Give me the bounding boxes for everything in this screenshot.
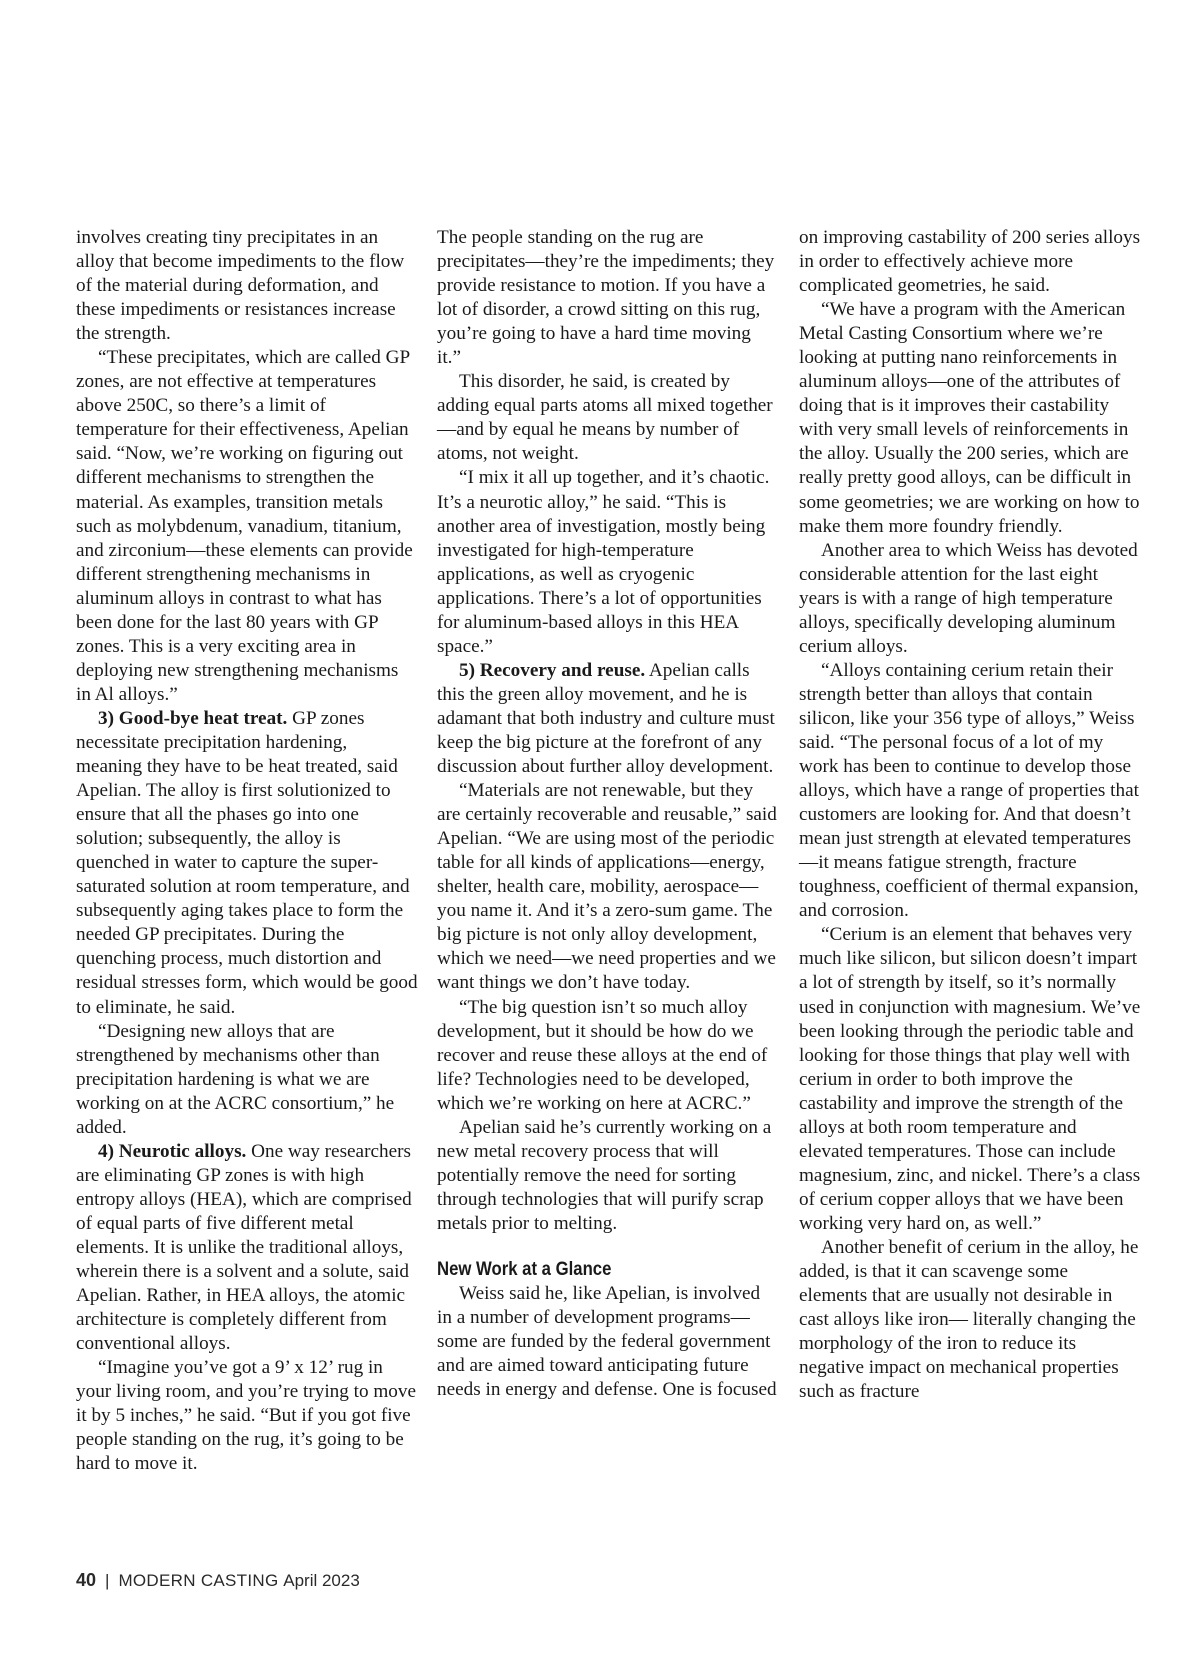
paragraph: on improving castability of 200 series alloys in order to effectively achieve more complicated geometries, he said. xyxy=(799,227,1141,297)
section-lead: 3) Good-bye heat treat. xyxy=(98,707,288,729)
page-number: 40 xyxy=(76,1570,97,1590)
paragraph-text: Apelian calls this the green alloy movement, and he is adamant that both industry and culture must keep the big picture at the forefront of any discussion about further alloy development. xyxy=(437,659,775,778)
paragraph: involves creating tiny precipitates in an alloy that become impediments to the flow of the material during deformation, and these impediments or resistances increase the strength. xyxy=(76,227,405,345)
paragraph: “Alloys containing cerium retain their strength better than alloys that contain silicon, like your 356 type of alloys,” Weiss said. “The personal focus of a lot of my work has been to continue to develop those alloys, which have a range of properties that customers are looking for. And that doesn’t mean just strength at elevated temperatures—it means fatigue strength, fracture toughness, coefficient of thermal expansion, and corrosion. xyxy=(799,659,1139,922)
issue-date: April 2023 xyxy=(283,1571,360,1590)
paragraph xyxy=(76,1140,418,1356)
paragraph: “The big question isn’t so much alloy development, but it should be how do we recover and reuse these alloys at the end of life? Technologies need to be developed, which we’re working on here at ACRC.” xyxy=(437,996,768,1114)
paragraph: “Cerium is an element that behaves very much like silicon, but silicon doesn’t impart a lot of strength by itself, so it’s normally used in conjunction with magnesium. We’ve been looking through the periodic table and looking for those things that play well with cerium in order to both improve the castability and improve the strength of the alloys at both room temperature and elevated temperatures. Those can include magnesium, zinc, and nickel. There’s a class of cerium copper alloys that we have been working very hard on, as well.” xyxy=(799,924,1141,1234)
page-footer xyxy=(76,1569,360,1592)
text-column-1 xyxy=(76,226,418,1476)
paragraph: The people standing on the rug are precipitates—they’re the impediments; they provide resistance to motion. If you have a lot of disorder, a crowd sitting on this rug, you’re going to have a hard time moving it.” xyxy=(437,227,775,369)
section-heading: New Work at a Glance xyxy=(437,1258,612,1280)
paragraph: Weiss said he, like Apelian, is involved in a number of development programs—some are funded by the federal government and are aimed toward anticipating future needs in energy and defense. One is focused xyxy=(437,1282,777,1401)
paragraph: “Designing new alloys that are strengthened by mechanisms other than precipitation hardening is what we are working on at the ACRC consortium,” he added. xyxy=(76,1020,395,1138)
section-lead: 4) Neurotic alloys. xyxy=(98,1140,247,1162)
paragraph-text: GP zones necessitate precipitation hardening, meaning they have to be heat treated, said Apelian. The alloy is first solutionized to ensure that all the phases go into one solution; subsequently, the alloy is quenched in water to capture the super-saturated solution at room temperature, and subsequently aging takes place to form the needed GP precipitates. During the quenching process, much distortion and residual stresses form, which would be good to eliminate, he said. xyxy=(76,707,418,1018)
paragraph: “I mix it all up together, and it’s chaotic. It’s a neurotic alloy,” he said. “This is another area of investigation, mostly being investigated for high-temperature applications, as well as cryogenic applications. There’s a lot of opportunities for aluminum-based alloys in this HEA space.” xyxy=(437,467,770,657)
text-column-2 xyxy=(437,226,779,1402)
paragraph: Another area to which Weiss has devoted considerable attention for the last eight years is with a range of high temperature alloys, specifically developing aluminum cerium alloys. xyxy=(799,539,1138,657)
paragraph: Another benefit of cerium in the alloy, he added, is that it can scavenge some elements that are usually not desirable in cast alloys like iron— literally changing the morphology of the iron to reduce its negative impact on mechanical properties such as fracture xyxy=(799,1236,1139,1403)
section-lead: 5) Recovery and reuse. xyxy=(459,659,646,681)
footer-separator: | xyxy=(105,1571,110,1590)
paragraph: “Imagine you’ve got a 9’ x 12’ rug in your living room, and you’re trying to move it by 5 inches,” he said. “But if you got five people standing on the rug, it’s going to be hard to move it. xyxy=(76,1357,416,1475)
paragraph: “Materials are not renewable, but they are certainly recoverable and reusable,” said Apelian. “We are using most of the periodic table for all kinds of applications—energy, shelter, health care, mobility, aerospace—you name it. And it’s a zero-sum game. The big picture is not only alloy development, which we need—we need properties and we want things we don’t have today. xyxy=(437,780,777,994)
paragraph: “These precipitates, which are called GP zones, are not effective at temperatures above 250C, so there’s a limit of temperature for their effectiveness, Apelian said. “Now, we’re working on figuring out different mechanisms to strengthen the material. As examples, transition metals such as molybdenum, vanadium, titanium, and zirconium—these elements can provide different strengthening mechanisms in aluminum alloys in contrast to what has been done for the last 80 years with GP zones. This is a very exciting area in deploying new strengthening mechanisms in Al alloys.” xyxy=(76,347,413,705)
text-column-3 xyxy=(799,226,1141,1404)
paragraph xyxy=(76,707,418,1020)
paragraph xyxy=(437,659,779,779)
paragraph: This disorder, he said, is created by adding equal parts atoms all mixed together—and by equal he means by number of atoms, not weight. xyxy=(437,371,773,465)
paragraph-text: One way researchers are eliminating GP zones is with high entropy alloys (HEA), which are comprised of equal parts of five different metal elements. It is unlike the traditional alloys, wherein there is a solvent and a solute, said Apelian. Rather, in HEA alloys, the atomic architecture is completely different from conventional alloys. xyxy=(76,1140,412,1355)
paragraph: “We have a program with the American Metal Casting Consortium where we’re looking at putting nano reinforcements in aluminum alloys—one of the attributes of doing that is it improves their castability with very small levels of reinforcements in the alloy. Usually the 200 series, which are really pretty good alloys, can be difficult in some geometries; we are working on how to make them more foundry friendly. xyxy=(799,299,1140,537)
paragraph: Apelian said he’s currently working on a new metal recovery process that will potentially remove the need for sorting through technologies that will purify scrap metals prior to melting. xyxy=(437,1116,772,1234)
magazine-name: MODERN CASTING xyxy=(118,1571,279,1590)
